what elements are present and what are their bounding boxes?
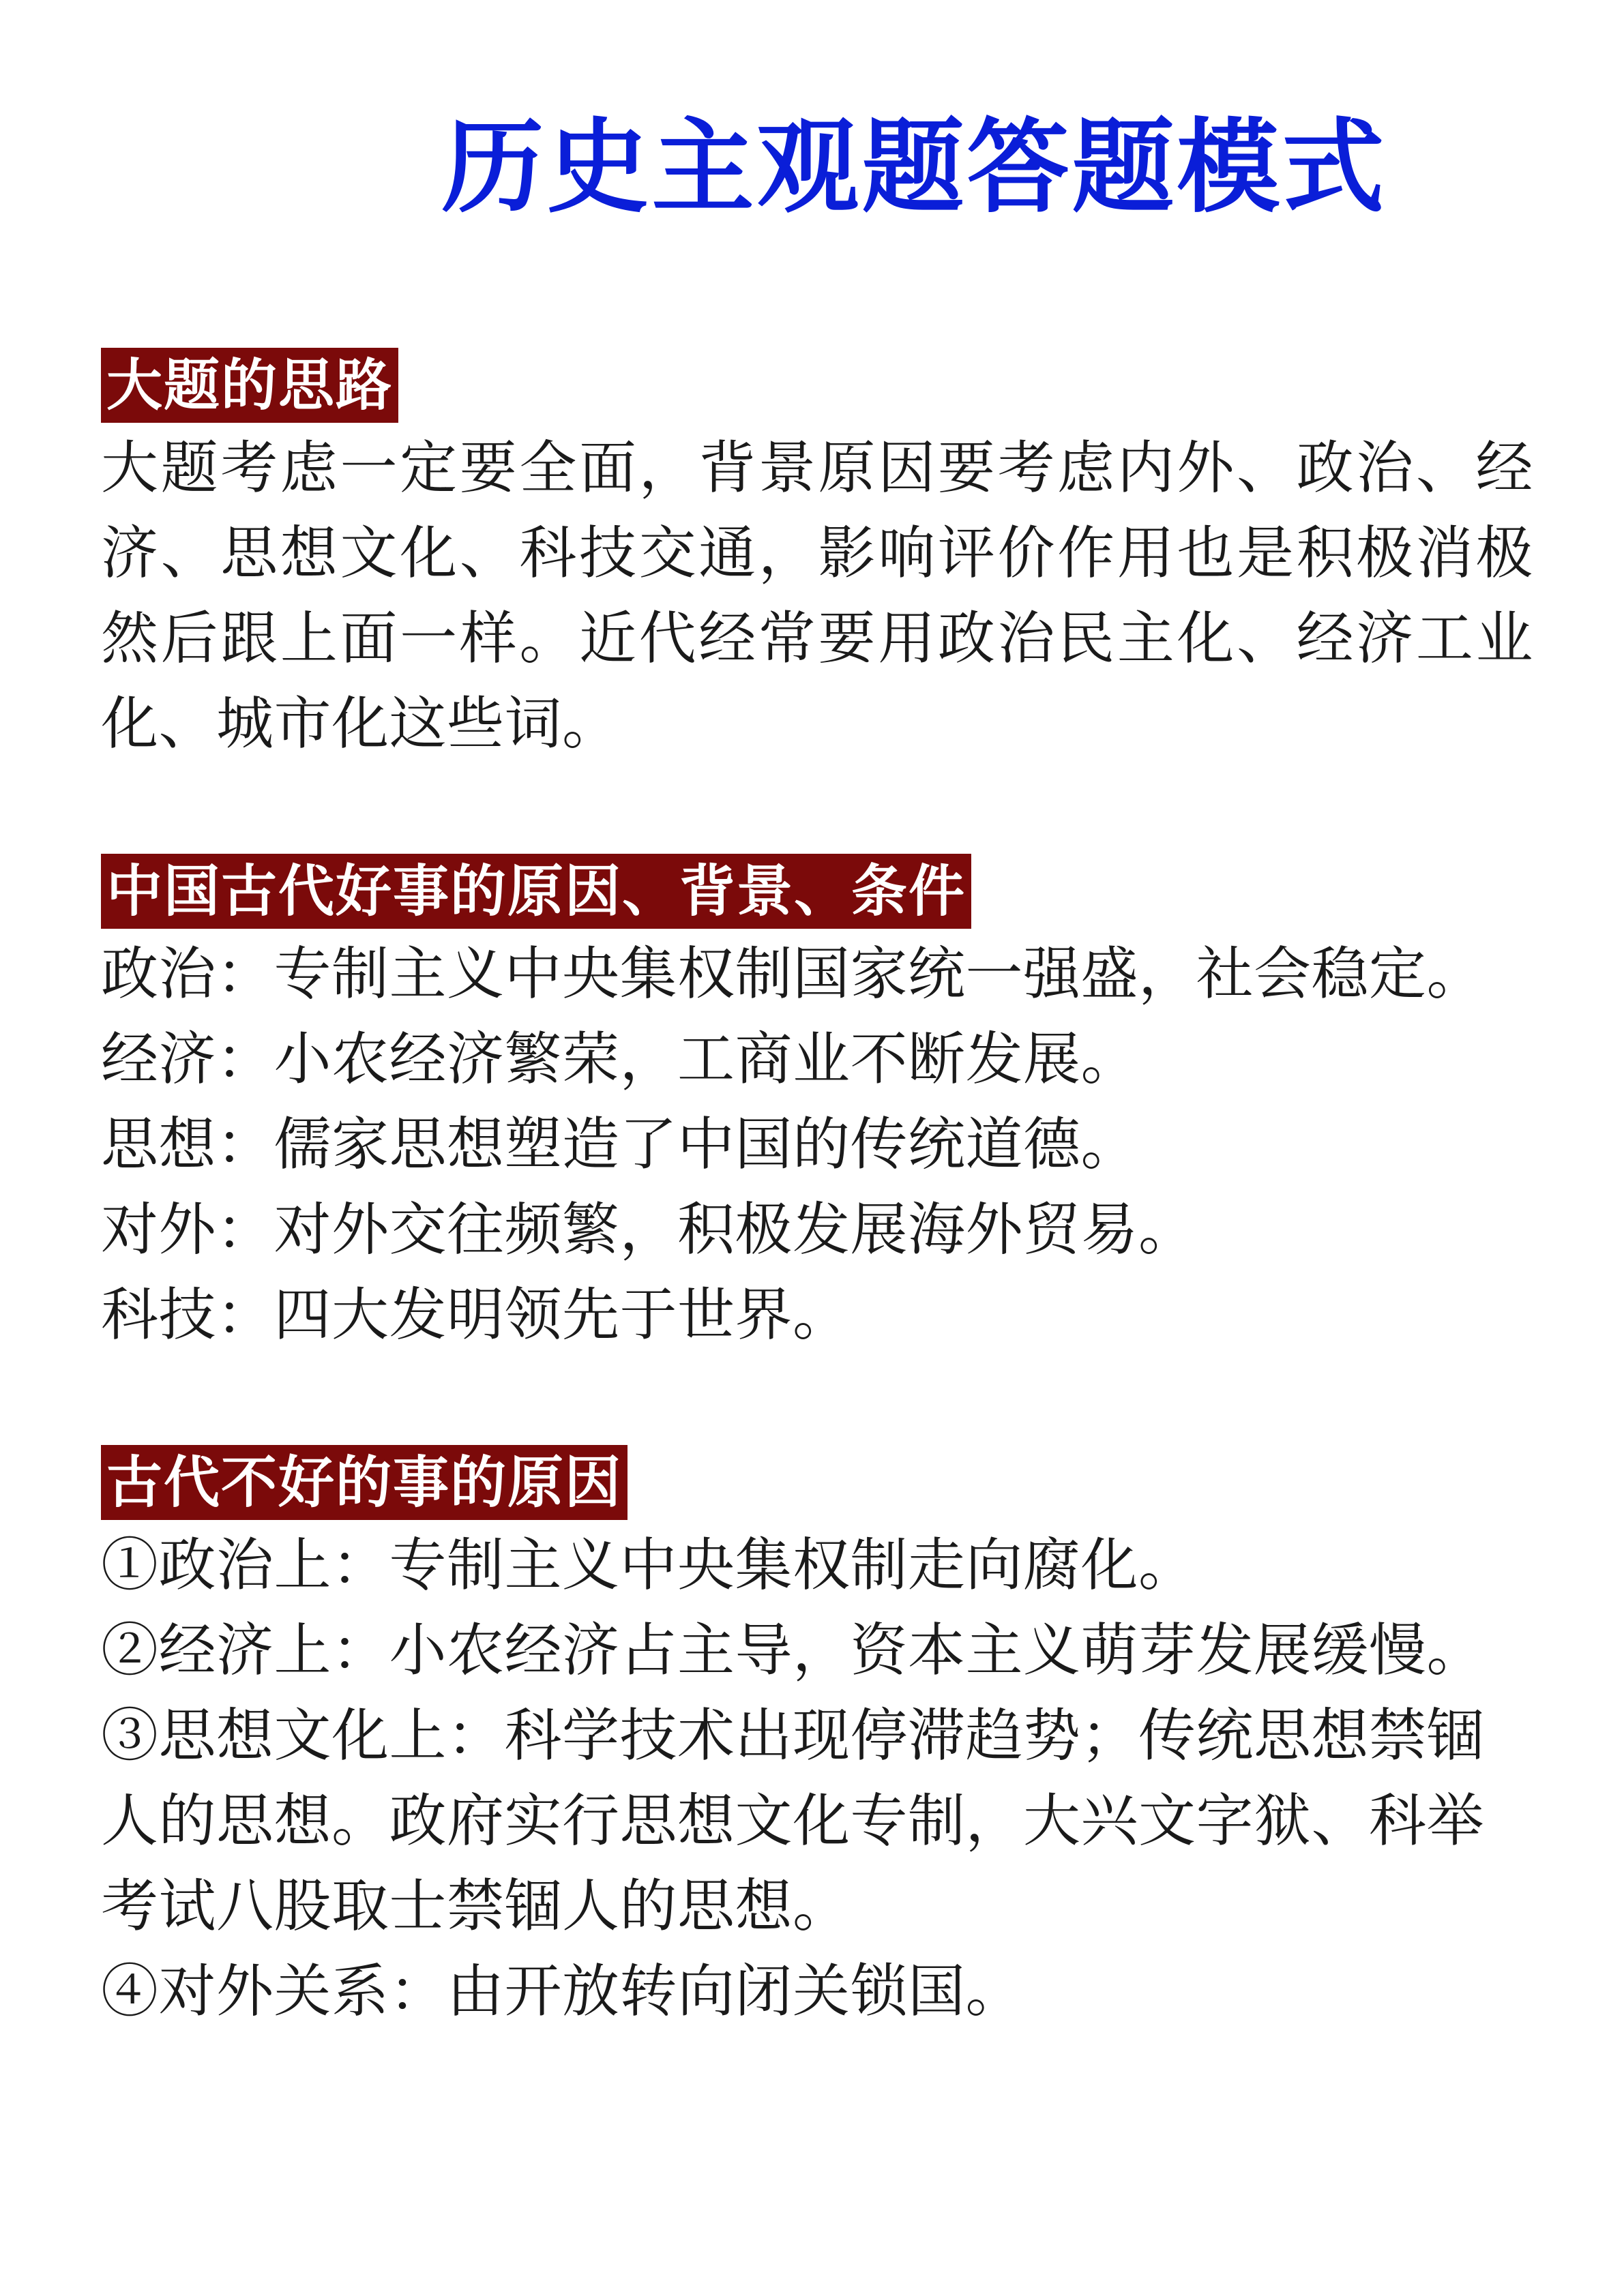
section-heading: 中国古代好事的原因、背景、条件 <box>101 854 971 929</box>
section-heading: 古代不好的事的原因 <box>101 1445 628 1520</box>
section-ancient-good-causes <box>101 854 1533 1358</box>
section-paragraph: 大题考虑一定要全面，背景原因要考虑内外、政治、经济、思想文化、科技交通，影响评价作用也是积极消极然后跟上面一样。近代经常要用政治民主化、经济工业化、城市化这些词。 <box>101 434 1533 757</box>
list-item: ①政治上：专制主义中央集权制走向腐化。 <box>101 1532 1196 1598</box>
page-title: 历史主观题答题模式 <box>441 107 1387 227</box>
item-list <box>101 1523 1533 2034</box>
list-item: 经济：小农经济繁荣，工商业不断发展。 <box>101 1026 1139 1092</box>
document-body <box>101 348 1533 2034</box>
section-heading: 大题的思路 <box>101 348 398 423</box>
list-item: ②经济上：小农经济占主导，资本主义萌芽发展缓慢。 <box>101 1617 1485 1684</box>
list-item: 科技：四大发明领先于世界。 <box>101 1281 851 1348</box>
list-item: 对外：对外交往频繁，积极发展海外贸易。 <box>101 1196 1196 1263</box>
list-item: 政治：专制主义中央集权制国家统一强盛，社会稳定。 <box>101 940 1485 1007</box>
item-list <box>101 931 1533 1358</box>
list-item: 思想：儒家思想塑造了中国的传统道德。 <box>101 1111 1139 1178</box>
section-approach <box>101 348 1533 766</box>
list-item: ④对外关系：由开放转向闭关锁国。 <box>101 1958 1024 2025</box>
list-item: ③思想文化上：科学技术出现停滞趋势；传统思想禁锢人的思想。政府实行思想文化专制，大兴文字狱、科举考试八股取士禁锢人的思想。 <box>101 1702 1485 1939</box>
section-ancient-bad-causes <box>101 1445 1533 2034</box>
